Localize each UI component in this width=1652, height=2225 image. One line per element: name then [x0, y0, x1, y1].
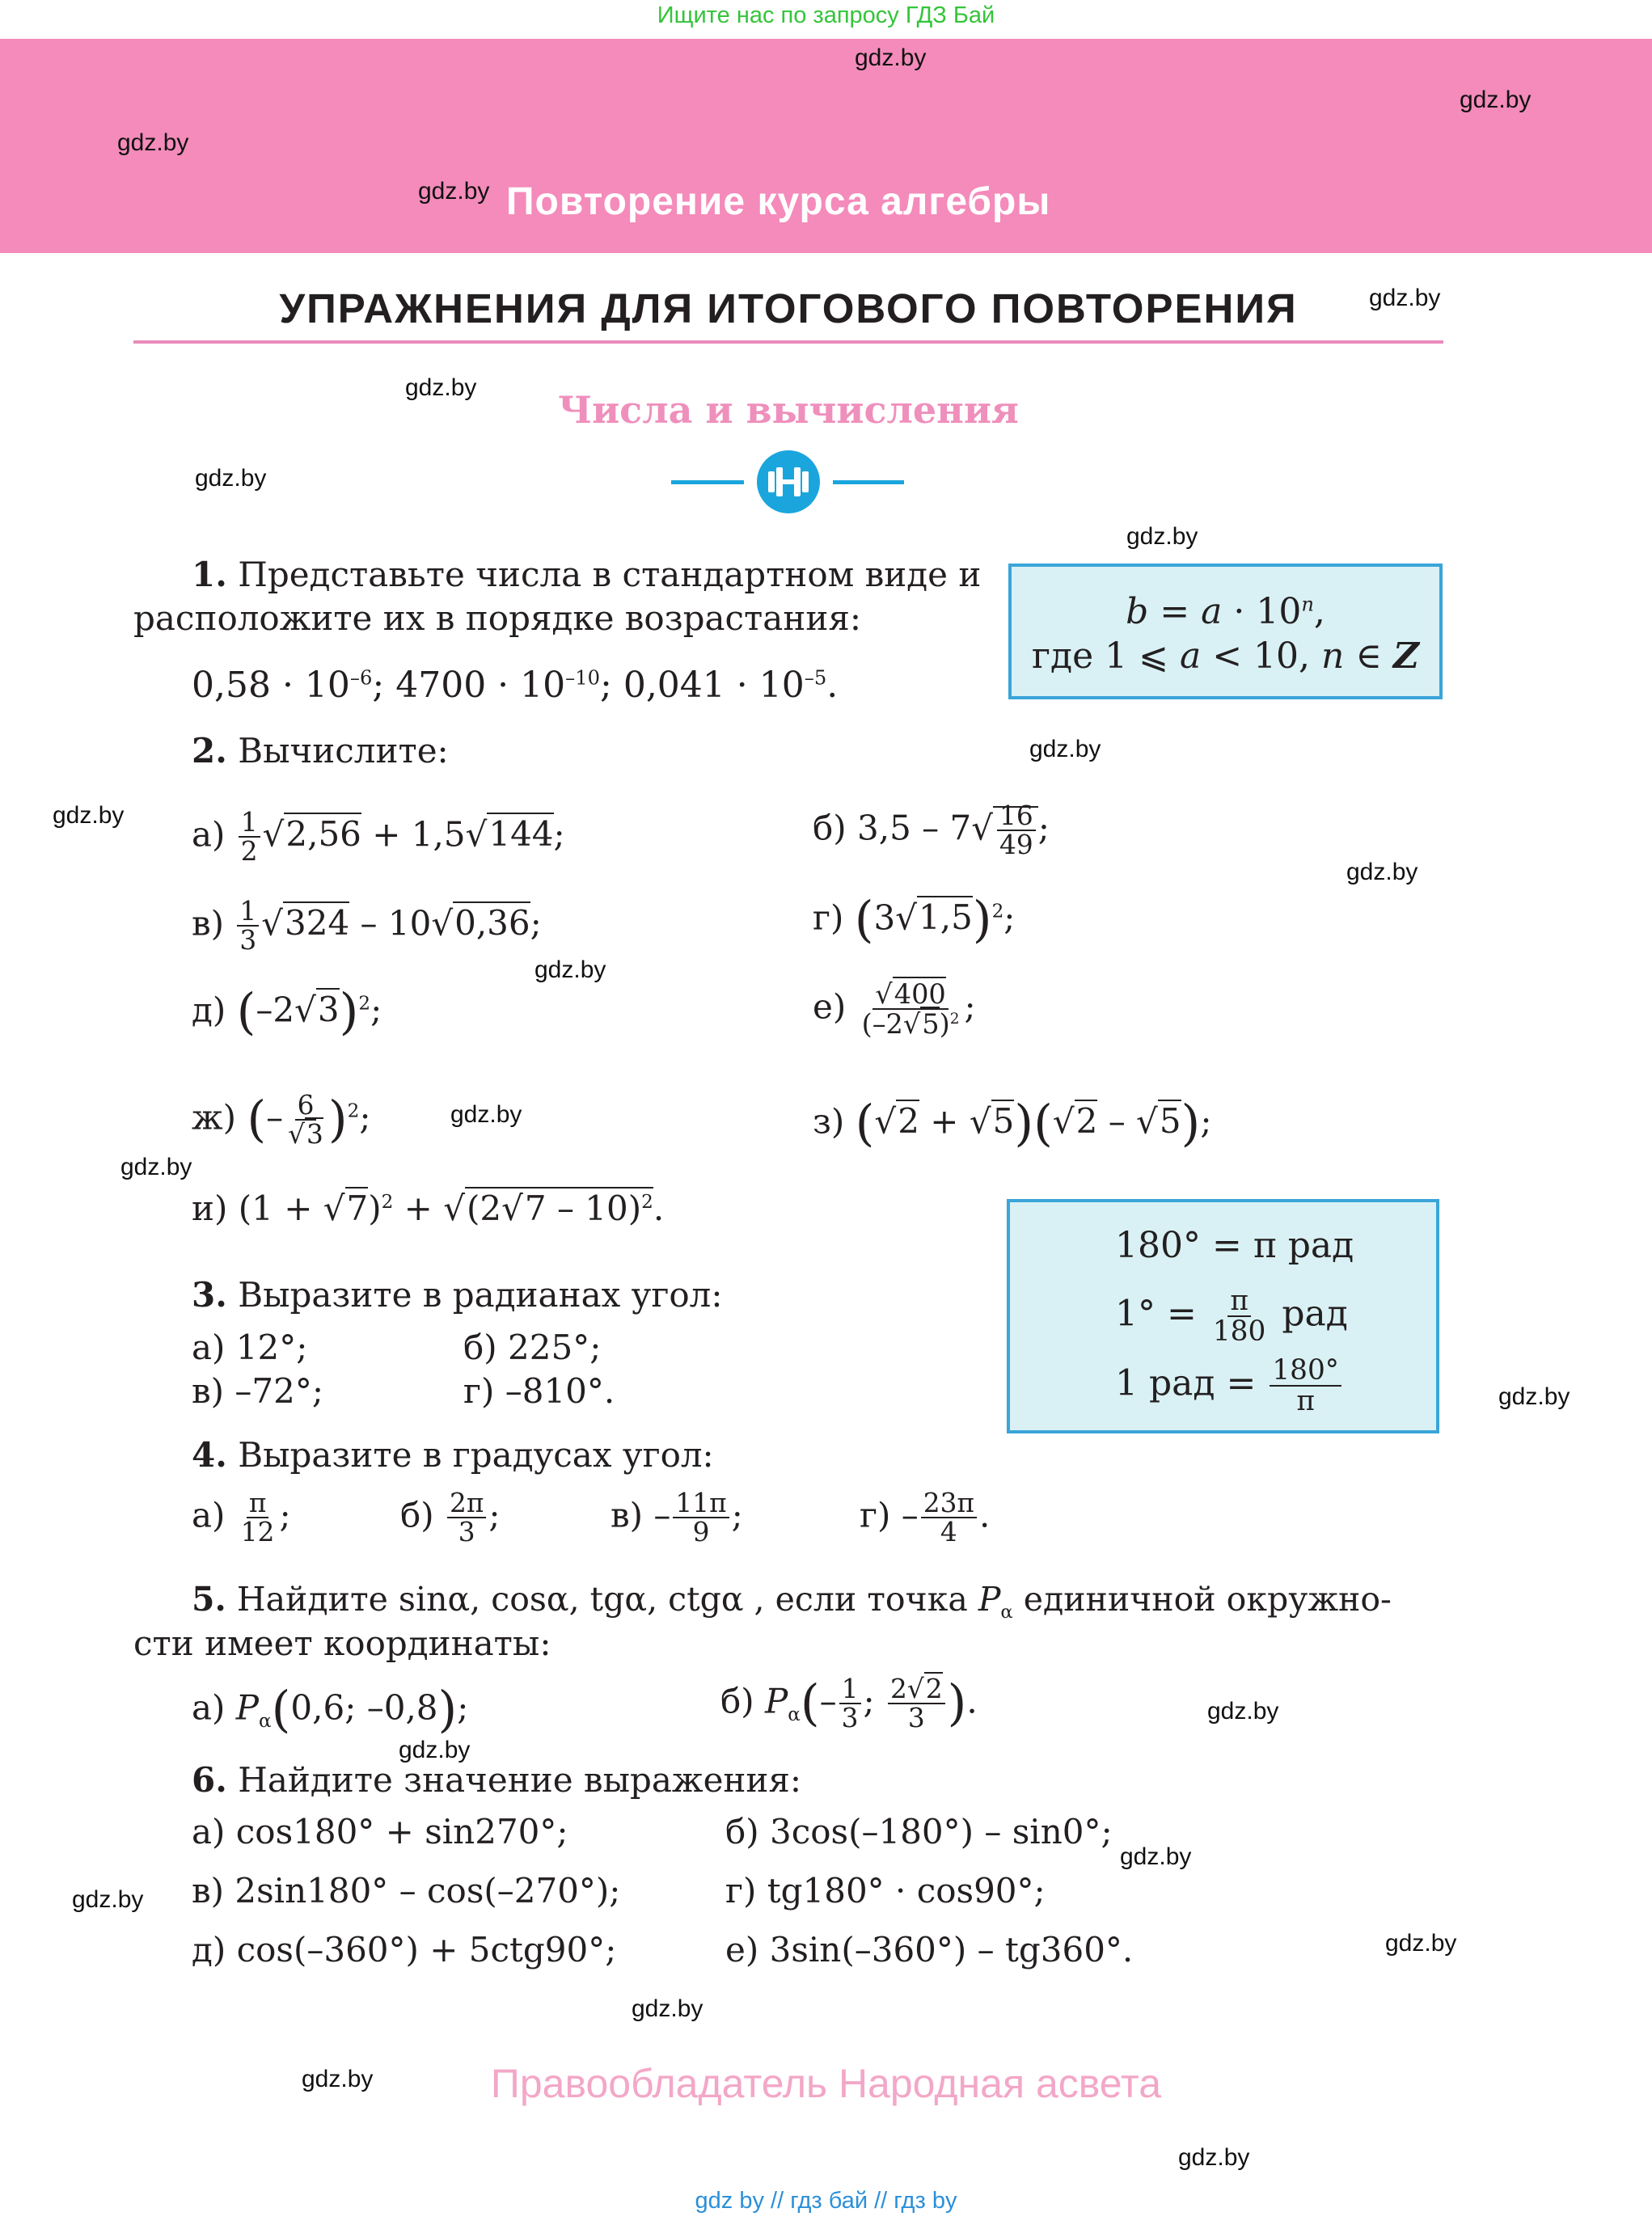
watermark: gdz.by [302, 2066, 374, 2092]
exercise-1-text: 1. Представьте числа в стандартном виде и [192, 555, 982, 594]
exercise-6v: в) 2sin180° – cos(–270°); [192, 1871, 621, 1910]
exercise-3-item: б) 225°; [463, 1328, 602, 1367]
exercise-3-item: в) –72°; [192, 1371, 323, 1411]
top-search-note: Ищите нас по запросу ГДЗ Бай [657, 2, 995, 28]
heading-rule [133, 340, 1443, 344]
exercise-6d: д) cos(–360°) + 5ctg90°; [192, 1930, 617, 1970]
formula-line: $b = a \cdot 10^n$, [1126, 591, 1325, 632]
watermark: gdz.by [1178, 2144, 1250, 2171]
watermark: gdz.by [632, 1995, 703, 2022]
divider-left [671, 480, 744, 484]
formula-box-standard-form [1008, 564, 1443, 699]
main-heading: УПРАЖНЕНИЯ ДЛЯ ИТОГОВОГО ПОВТОРЕНИЯ [279, 285, 1298, 331]
exercise-4-text: 4. Выразите в градусах угол: [192, 1435, 714, 1475]
watermark: gdz.by [418, 178, 490, 205]
exercise-4a: а) $\frac{\pi}{12}$ ; [192, 1488, 291, 1548]
watermark: gdz.by [855, 44, 927, 71]
watermark: gdz.by [1120, 1843, 1192, 1870]
page-header-title: Повторение курса алгебры [506, 180, 1051, 223]
exercise-2e: е) $\frac{√400}{(-2√5)^2}$ ; [813, 978, 976, 1041]
exercise-6a: а) cos180° + sin270°; [192, 1812, 568, 1851]
section-heading: Числа и вычисления [558, 388, 1019, 432]
exercise-4g: г) – $\frac{23\pi}{4}$ . [860, 1488, 991, 1548]
watermark: gdz.by [1385, 1930, 1457, 1957]
exercise-6b: б) 3cos(–180°) – sin0°; [725, 1812, 1113, 1851]
exercise-4v: в) – $\frac{11\pi}{9}$ ; [611, 1488, 743, 1548]
watermark: gdz.by [534, 956, 606, 983]
formula-box-radians [1007, 1199, 1439, 1433]
exercise-5a: а) $P_\alpha(0,6$; –0,8); [192, 1681, 469, 1738]
copyright-footer: Правообладатель Народная асвета [490, 2061, 1162, 2106]
exercise-6-text: 6. Найдите значение выражения: [192, 1760, 802, 1800]
exercise-5-text: 5. Найдите sinα, cosα, tgα, ctgα , если точка $P_\alpha$ единичной окружно- [192, 1580, 1392, 1623]
watermark: gdz.by [117, 129, 189, 156]
formula-line: 1 рад = $\frac{180^\circ}{\pi}$ [1115, 1356, 1344, 1416]
watermark: gdz.by [1126, 523, 1198, 550]
watermark: gdz.by [450, 1101, 522, 1128]
watermark: gdz.by [1460, 87, 1532, 113]
watermark: gdz.by [1346, 859, 1418, 885]
exercise-1-text: расположите их в порядке возрастания: [133, 598, 861, 638]
exercise-2zh: ж) (– $\frac{6}{√3}$ )$^2$; [192, 1090, 371, 1150]
exercise-2v: в) $\frac{1}{3}$ √324 – 10√0,36; [192, 896, 542, 956]
formula-line: где 1 ⩽ a < 10, n ∈ Z [1031, 635, 1420, 677]
formula-line: 180° = π рад [1115, 1225, 1354, 1266]
watermark: gdz.by [405, 374, 477, 401]
exercise-4b: б) $\frac{2\pi}{3}$ ; [400, 1488, 501, 1548]
divider-right [833, 480, 904, 484]
watermark: gdz.by [195, 465, 267, 492]
watermark: gdz.by [53, 802, 125, 829]
watermark: gdz.by [72, 1886, 144, 1913]
formula-line: 1° = $\frac{\pi}{180}$ рад [1115, 1285, 1348, 1349]
watermark: gdz.by [399, 1737, 471, 1763]
exercise-2g: г) $(3√1,5)^2$; [813, 891, 1016, 948]
watermark: gdz.by [1207, 1698, 1279, 1725]
exercise-1-expression: $0,58 \cdot 10^{-6}$; $4700 \cdot 10^{-10}$; $0,041 \cdot 10^{-5}$. [192, 665, 839, 706]
exercise-3-text: 3. Выразите в радианах угол: [192, 1275, 723, 1315]
exercise-2i: и) $(1 + √7)^2 + √(2√7 - 10)^2$. [192, 1188, 665, 1228]
exercise-6e: е) 3sin(–360°) – tg360°. [725, 1930, 1134, 1970]
watermark: gdz.by [120, 1154, 192, 1180]
exercise-2-text: 2. Вычислите: [192, 731, 449, 771]
exercise-2z: з) (√2 + √5)(√2 – √5); [813, 1095, 1212, 1152]
exercise-6g: г) tg180° · cos90°; [725, 1871, 1046, 1910]
bottom-links[interactable]: gdz by // гдз бай // гдз by [695, 2188, 957, 2214]
watermark: gdz.by [1029, 736, 1101, 762]
watermark: gdz.by [1369, 285, 1441, 311]
exercise-2a: а) $\frac{1}{2}$ √2,56 + 1,5√144; [192, 807, 565, 868]
watermark: gdz.by [1498, 1383, 1570, 1410]
exercise-5b: б) $P_\alpha(-$ $\frac{1}{3}$ ; $\frac{2√2}{3}$ ). [720, 1674, 978, 1734]
exercise-3-item: г) –810°. [463, 1371, 615, 1411]
dumbbell-icon [757, 450, 820, 513]
exercise-2b: б) 3,5 – 7√ $\frac{16}{49}$ ; [813, 800, 1050, 861]
exercise-5-text: сти имеет координаты: [133, 1623, 551, 1663]
exercise-3-item: а) 12°; [192, 1328, 308, 1367]
exercise-2d: д) $(-2√3)^2$; [192, 983, 382, 1041]
